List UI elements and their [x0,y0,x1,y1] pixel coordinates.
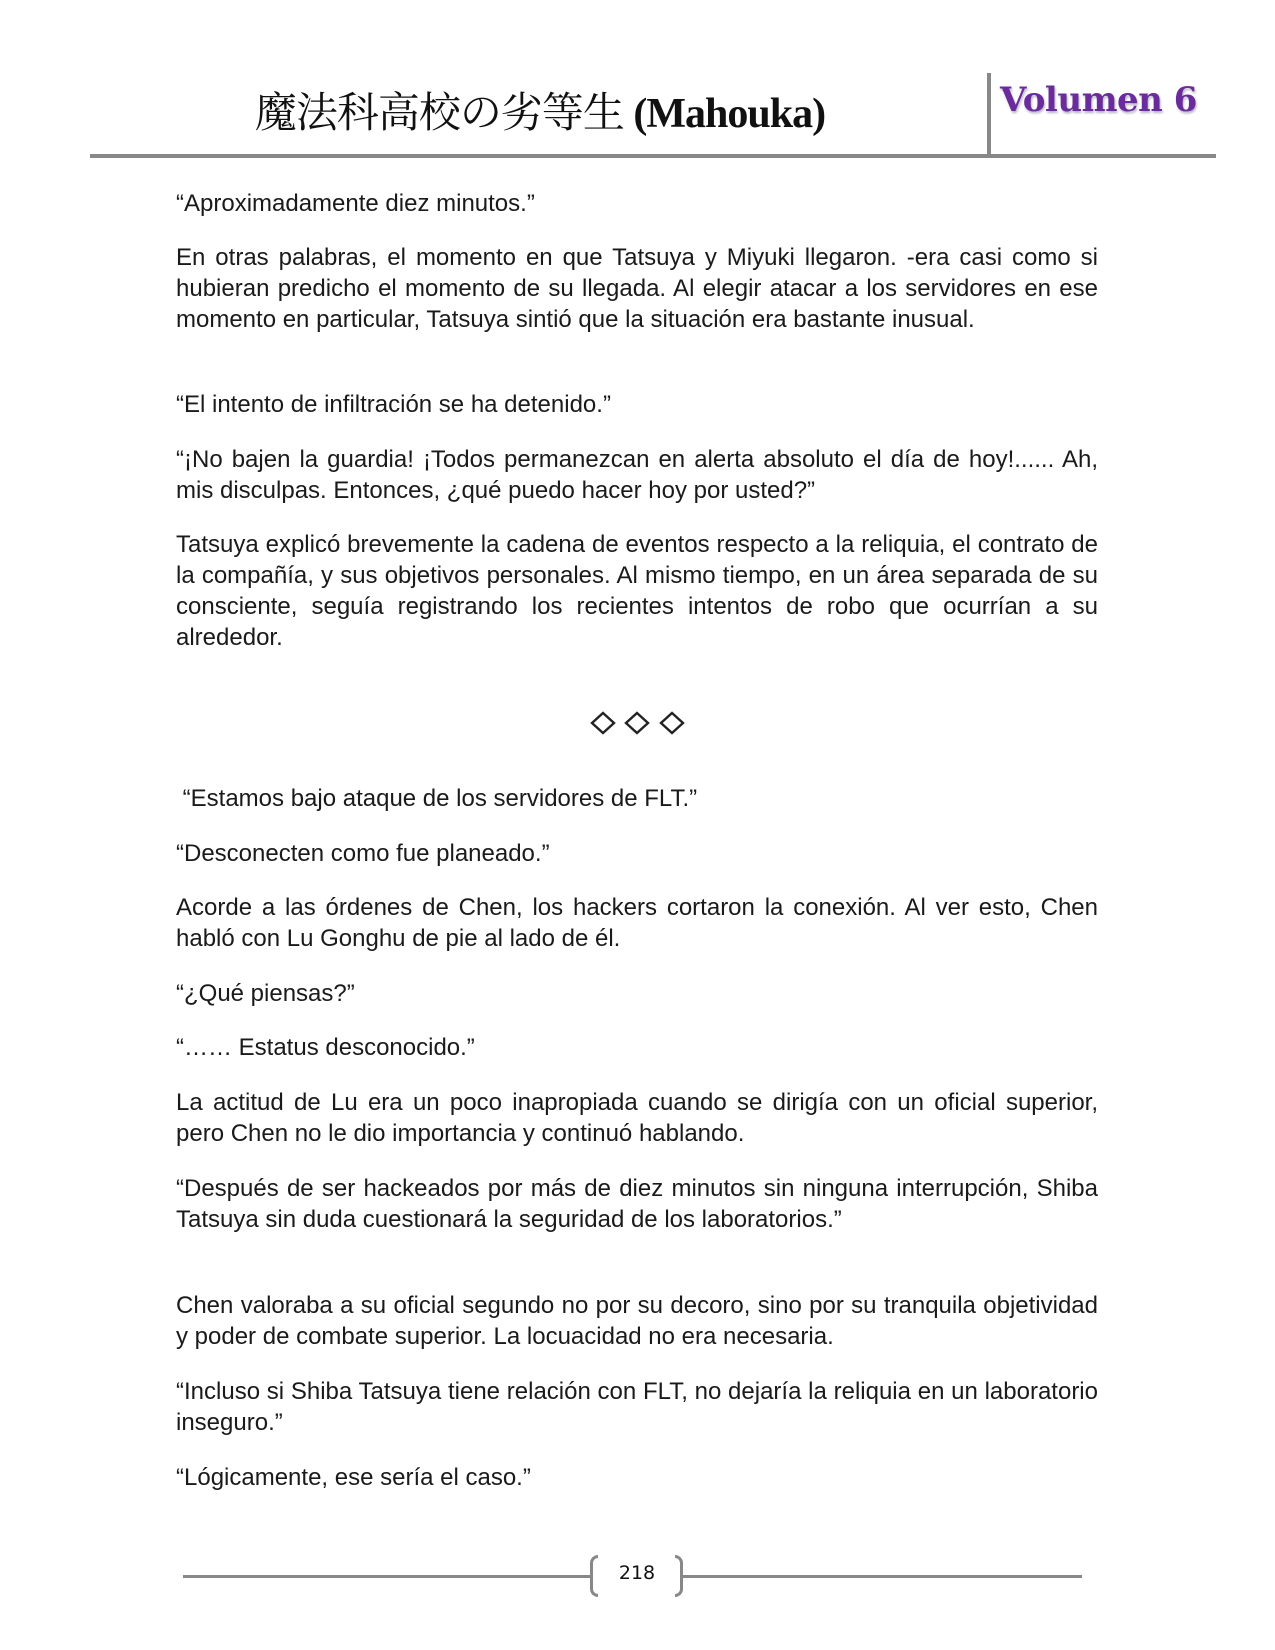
diamond-outline-icon [661,713,683,733]
paragraph: “…… Estatus desconocido.” [176,1034,475,1061]
header-divider-vertical [987,73,991,156]
footer-rule-left [183,1575,593,1578]
book-title-latin: (Mahouka) [623,91,826,137]
paragraph: Chen valoraba a su oficial segundo no por su decoro, sino por su tranquila objetividad y poder de combate superior. La locuacidad no era necesaria. [176,1292,1098,1350]
paragraph: “Después de ser hackeados por más de diez minutos sin ninguna interrupción, Shiba Tatsuya sin duda cuestionará la seguridad de los laboratorios.” [176,1175,1098,1233]
page-number: 218 [618,1562,656,1584]
paragraph: Acorde a las órdenes de Chen, los hackers cortaron la conexión. Al ver esto, Chen habló con Lu Gonghu de pie al lado de él. [176,894,1098,952]
paragraph: En otras palabras, el momento en que Tatsuya y Miyuki llegaron. -era casi como si hubieran predicho el momento de su llegada. Al elegir atacar a los servidores en ese momento en particular, Tatsuya sintió que la situación era bastante inusual. [176,244,1098,333]
left-bracket-icon [590,1555,598,1597]
header-rule [90,154,1216,158]
paragraph: “¿Qué piensas?” [176,980,355,1007]
diamond-outline-icon [626,713,648,733]
paragraph: “Estamos bajo ataque de los servidores de FLT.” [176,785,698,812]
section-separator [586,710,690,736]
footer-rule-right [682,1575,1082,1578]
paragraph: “Desconecten como fue planeado.” [176,840,550,867]
paragraph: “El intento de infiltración se ha detenido.” [176,391,611,418]
paragraph: “Lógicamente, ese sería el caso.” [176,1464,531,1491]
book-title-japanese: 魔法科高校の劣等生 [254,91,624,137]
volume-label: Volumen 6 [1000,80,1197,120]
paragraph: “Incluso si Shiba Tatsuya tiene relación con FLT, no dejaría la reliquia en un laboratorio inseguro.” [176,1378,1098,1436]
paragraph: “¡No bajen la guardia! ¡Todos permanezcan en alerta absoluto el día de hoy!...... Ah, mis disculpas. Entonces, ¿qué puedo hacer hoy por usted?” [176,446,1098,504]
paragraph: “Aproximadamente diez minutos.” [176,190,535,217]
paragraph: Tatsuya explicó brevemente la cadena de eventos respecto a la reliquia, el contrato de la compañía, y sus objetivos personales. Al mismo tiempo, en un área separada de su consciente, seguía registrando los recientes intentos de robo que ocurrían a su alrededor. [176,531,1098,651]
book-title [240,80,840,140]
paragraph: La actitud de Lu era un poco inapropiada cuando se dirigía con un oficial superior, pero Chen no le dio importancia y continuó hablando. [176,1089,1098,1147]
diamond-outline-icon [592,713,614,733]
